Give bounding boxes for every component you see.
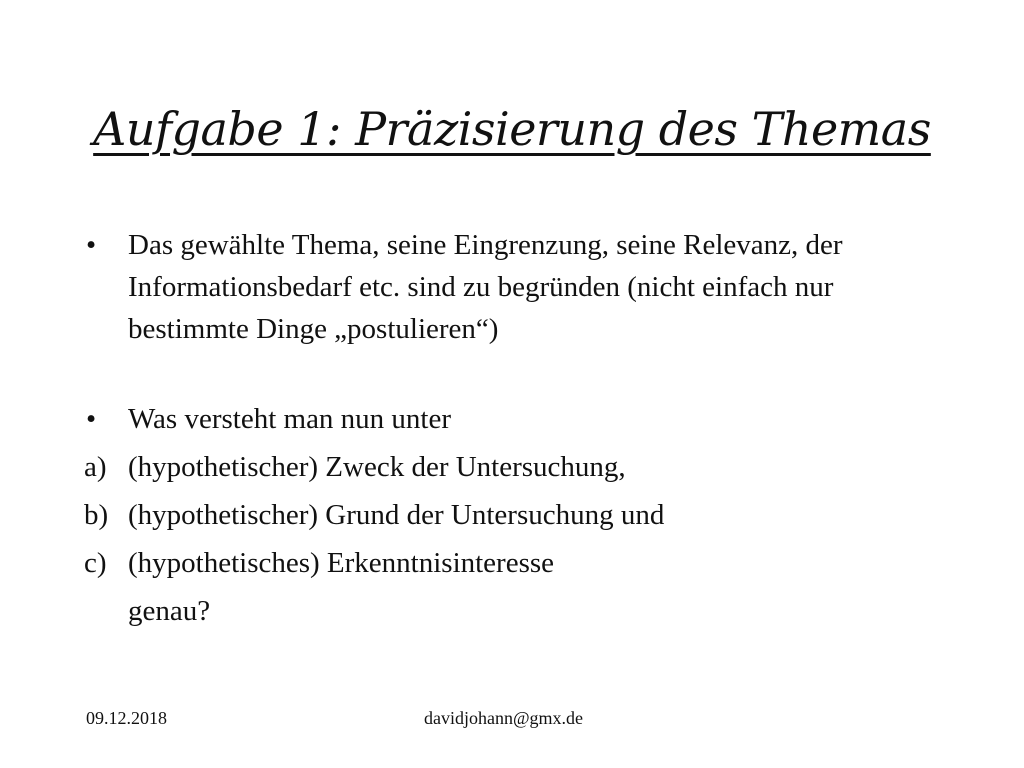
list-item-a: [84, 446, 954, 488]
bullet-marker: •: [86, 403, 97, 435]
closing-text: genau?: [128, 595, 211, 627]
list-marker: c): [84, 547, 107, 579]
slide-title: Aufgabe 1: Präzisierung des Themas: [93, 102, 931, 156]
list-marker: b): [84, 499, 109, 531]
list-item-c: [84, 542, 954, 584]
bullet-item: [84, 224, 954, 350]
list-text: (hypothetischer) Grund der Untersuchung und: [128, 499, 665, 531]
list-text: (hypothetischer) Zweck der Untersuchung,: [128, 451, 626, 483]
bullet-marker: •: [86, 229, 97, 261]
closing-line: [84, 590, 954, 632]
bullet-text: Was versteht man nun unter: [128, 403, 452, 435]
footer-date: 09.12.2018: [86, 708, 167, 728]
list-text: (hypothetisches) Erkenntnisinteresse: [128, 547, 555, 579]
spacer: [84, 350, 954, 398]
bullet-item: [84, 398, 954, 440]
bullet-text: Das gewählte Thema, seine Eingrenzung, seine Relevanz, der Informationsbedarf etc. sind zu begründen (nicht einfach nur bestimmte Dinge „postulieren“): [128, 229, 843, 345]
list-marker: a): [84, 451, 107, 483]
slide-content: [84, 224, 954, 632]
list-item-b: [84, 494, 954, 536]
footer-email: davidjohann@gmx.de: [424, 708, 584, 728]
